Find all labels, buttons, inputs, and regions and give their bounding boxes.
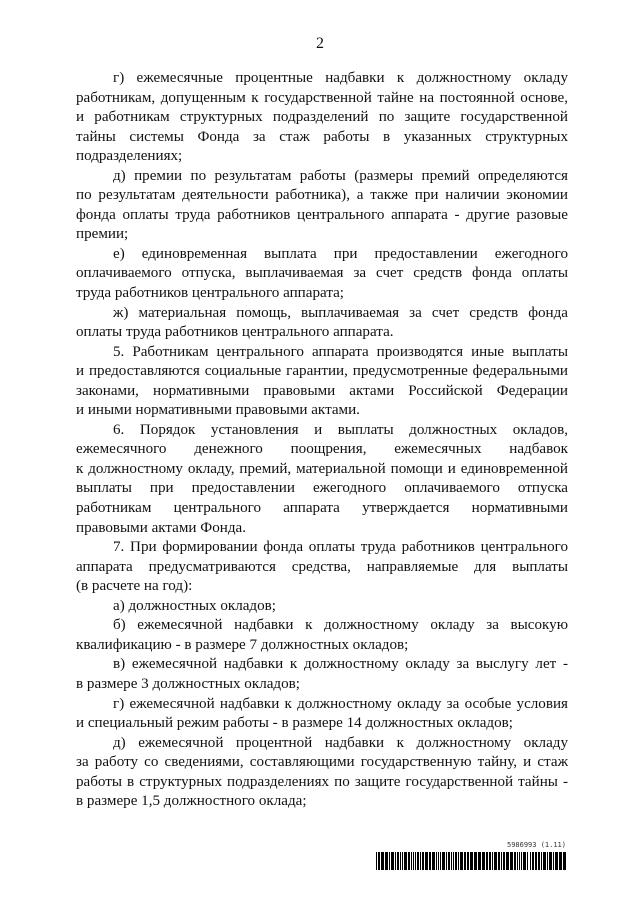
text-line: (в расчете на год): [76, 578, 193, 595]
barcode-bar [432, 852, 435, 870]
barcode-bar [417, 852, 419, 870]
text-line: и иными нормативными правовыми актами. [76, 402, 360, 419]
text-line: тайны системы Фонда за стаж работы в указанных структурных [76, 128, 568, 145]
text-line: ежемесячного денежного поощрения, ежемесячных надбавок [76, 441, 568, 458]
barcode-bar [458, 852, 459, 870]
barcode-bar [549, 852, 552, 870]
barcode-bar [470, 852, 473, 870]
paragraph [76, 616, 568, 655]
text-line: выплаты при предоставлении ежегодного оплачиваемого отпуска [76, 480, 568, 497]
barcode-bar [532, 852, 534, 870]
barcode [376, 852, 566, 870]
barcode-bar [381, 852, 384, 870]
barcode-bar [376, 852, 377, 870]
barcode-bar [378, 852, 380, 870]
text-line: премии; [76, 226, 129, 243]
barcode-bar [415, 852, 416, 870]
barcode-bar [547, 852, 548, 870]
barcode-bar [385, 852, 388, 870]
barcode-bar [535, 852, 537, 870]
barcode-bar [538, 852, 540, 870]
barcode-bar [460, 852, 463, 870]
text-line: квалификацию - в размере 7 должностных окладов; [76, 636, 409, 653]
paragraph [76, 655, 568, 694]
barcode-bar [543, 852, 546, 870]
barcode-bar [436, 852, 437, 870]
text-line: в размере 1,5 должностного оклада; [76, 793, 307, 810]
barcode-bar [411, 852, 412, 870]
barcode-bar [467, 852, 469, 870]
barcode-bar [440, 852, 441, 870]
text-line: и работникам структурных подразделений по защите государственной [76, 109, 568, 126]
text-line: и предоставляются социальные гарантии, предусмотренные федеральными [76, 363, 568, 380]
text-line: г) ежемесячной надбавки к должностному окладу за особые условия [113, 695, 568, 712]
barcode-bar [482, 852, 485, 870]
text-line: труда работников центрального аппарата; [76, 285, 344, 302]
barcode-bar [474, 852, 477, 870]
barcode-bar [541, 852, 542, 870]
paragraph [76, 734, 568, 812]
barcode-bar [478, 852, 481, 870]
paragraph [76, 69, 568, 167]
text-line: е) единовременная выплата при предоставлении ежегодного [113, 245, 568, 262]
paragraph [76, 538, 568, 597]
text-line: к должностному окладу, премий, материальной помощи и единовременной [76, 460, 568, 477]
barcode-bar [429, 852, 431, 870]
text-line: д) премии по результатам работы (размеры премий определяются [113, 167, 568, 184]
barcode-bar [402, 852, 403, 870]
text-line: оплачиваемого отпуска, выплачиваемая за счет средств фонда оплаты [76, 265, 568, 282]
text-line: по результатам деятельности работника), а также при наличии экономии [76, 187, 568, 204]
text-line: б) ежемесячной надбавки к должностному окладу за высокую [113, 617, 568, 634]
text-line: подразделениях; [76, 148, 183, 165]
barcode-bar [451, 852, 452, 870]
text-line: аппарата предусматриваются средства, направляемые для выплаты [76, 558, 568, 575]
text-line: а) должностных окладов; [113, 597, 276, 614]
barcode-bar [523, 852, 526, 870]
barcode-bar [510, 852, 513, 870]
barcode-bar [464, 852, 466, 870]
text-line: правовыми актами Фонда. [76, 519, 246, 536]
barcode-bar [519, 852, 520, 870]
barcode-bar [486, 852, 488, 870]
barcode-bar [559, 852, 562, 870]
text-line: г) ежемесячные процентные надбавки к должностному окладу [113, 70, 568, 86]
text-line: работы в структурных подразделениях по защите государственной тайны - [76, 773, 568, 790]
barcode-bar [527, 852, 528, 870]
text-line: и специальный режим работы - в размере 14 должностных окладов; [76, 715, 513, 732]
barcode-bar [391, 852, 394, 870]
text-line: за работу со сведениями, составляющими государственную тайну, и стаж [76, 754, 568, 771]
text-line: фонда оплаты труда работников центрального аппарата - другие разовые [76, 206, 568, 223]
text-line: 6. Порядок установления и выплаты должностных окладов, [113, 421, 568, 438]
barcode-bar [397, 852, 399, 870]
text-line: законами, нормативными правовыми актами Российской Федерации [76, 382, 568, 399]
barcode-bar [521, 852, 522, 870]
barcode-bar [389, 852, 390, 870]
text-line: 5. Работникам центрального аппарата производятся иные выплаты [113, 343, 568, 360]
text-line: в) ежемесячной надбавки к должностному окладу за выслугу лет - [113, 656, 568, 673]
document-code: 5986993 (1.11) [506, 841, 566, 849]
page-number: 2 [316, 35, 324, 52]
barcode-bar [563, 852, 566, 870]
paragraph [76, 167, 568, 245]
paragraph [76, 695, 568, 734]
barcode-bar [506, 852, 509, 870]
barcode-bar [395, 852, 396, 870]
text-line: в размере 3 должностных окладов; [76, 675, 300, 692]
text-line: оплаты труда работников центрального аппарата. [76, 324, 394, 341]
barcode-bar [503, 852, 505, 870]
barcode-bar [438, 852, 439, 870]
barcode-bar [446, 852, 447, 870]
text-line: 7. При формировании фонда оплаты труда работников центрального [113, 539, 568, 556]
paragraph [76, 597, 568, 617]
barcode-bar [453, 852, 454, 870]
text-line: д) ежемесячной процентной надбавки к должностному окладу [113, 734, 568, 751]
barcode-bar [400, 852, 401, 870]
paragraph [76, 421, 568, 538]
barcode-bar [501, 852, 502, 870]
barcode-bar [498, 852, 500, 870]
barcode-bar [494, 852, 497, 870]
barcode-bar [408, 852, 410, 870]
barcode-bar [489, 852, 491, 870]
text-line: работникам центрального аппарата утверждается нормативными [76, 500, 568, 517]
barcode-bar [555, 852, 558, 870]
barcode-bar [425, 852, 428, 870]
barcode-bar [442, 852, 445, 870]
barcode-bar [422, 852, 424, 870]
text-line: работникам, допущенным к государственной тайне на постоянной основе, [76, 89, 568, 106]
barcode-bar [448, 852, 450, 870]
barcode-bar [530, 852, 531, 870]
barcode-bar [492, 852, 493, 870]
paragraph [76, 245, 568, 304]
barcode-bar [413, 852, 414, 870]
paragraph [76, 343, 568, 421]
paragraph [76, 304, 568, 343]
text-line: ж) материальная помощь, выплачиваемая за счет средств фонда [113, 304, 568, 321]
document-body [76, 69, 568, 812]
barcode-bar [404, 852, 407, 870]
barcode-bar [553, 852, 554, 870]
barcode-bar [514, 852, 516, 870]
barcode-bar [517, 852, 518, 870]
barcode-bar [420, 852, 421, 870]
barcode-bar [455, 852, 457, 870]
